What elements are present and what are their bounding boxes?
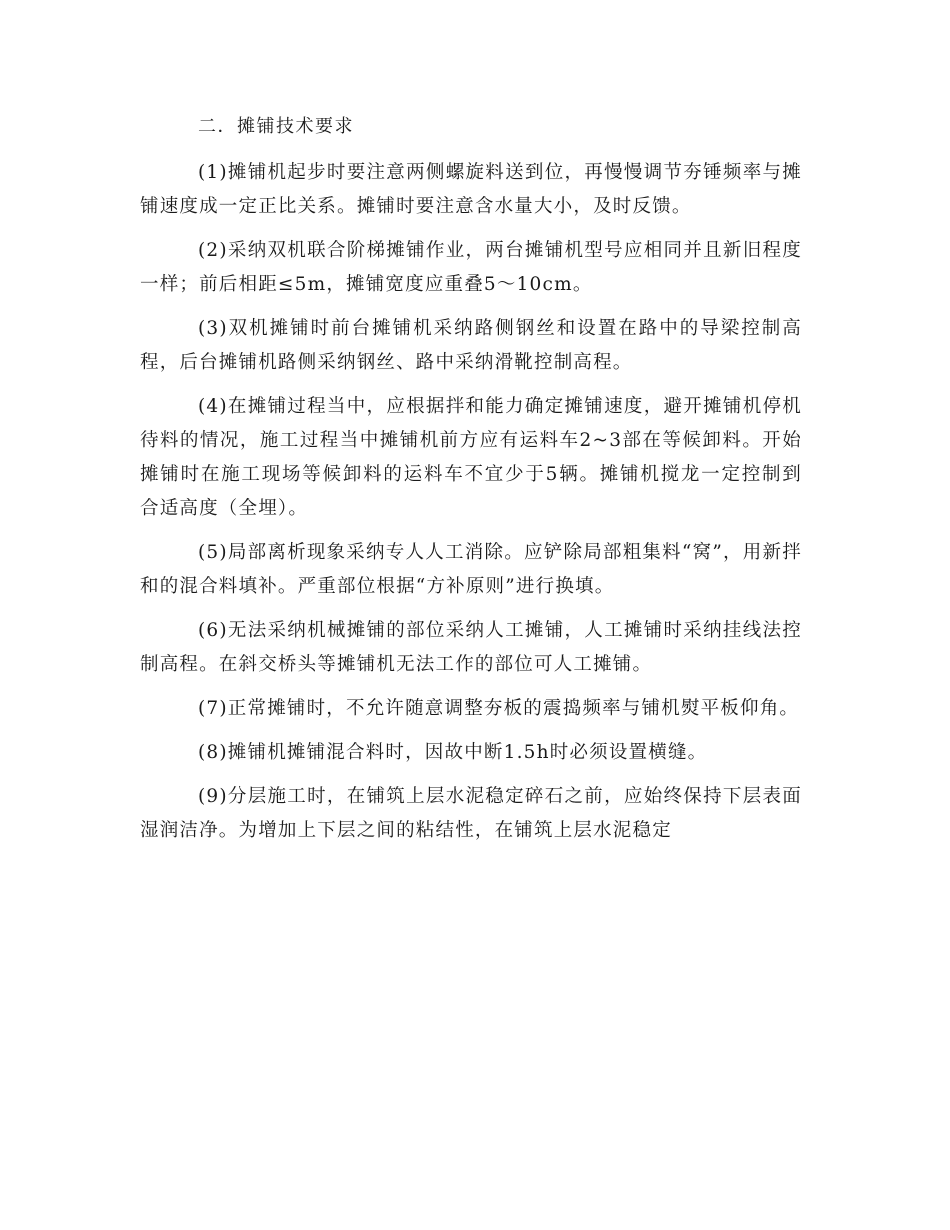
paragraph-3: (3)双机摊铺时前台摊铺机采纳路侧钢丝和设置在路中的导梁控制高程，后台摊铺机路侧采纳钢丝、路中采纳滑靴控制高程。: [140, 318, 802, 373]
paragraph-8: (8)摊铺机摊铺混合料时，因故中断1.5h时必须设置横缝。: [198, 742, 708, 763]
paragraph-6: (6)无法采纳机械摊铺的部位采纳人工摊铺，人工摊铺时采纳挂线法控制高程。在斜交桥头等摊铺机无法工作的部位可人工摊铺。: [140, 620, 802, 675]
paragraph-7: (7)正常摊铺时，不允许随意调整夯板的震捣频率与铺机熨平板仰角。: [198, 698, 800, 719]
document-body: [140, 110, 802, 858]
paragraph-9: (9)分层施工时，在铺筑上层水泥稳定碎石之前，应始终保持下层表面湿润洁净。为增加上下层之间的粘结性，在铺筑上层水泥稳定: [140, 786, 802, 841]
paragraph-1: (1)摊铺机起步时要注意两侧螺旋料送到位，再慢慢调节夯锤频率与摊铺速度成一定正比关系。摊铺时要注意含水量大小，及时反馈。: [140, 162, 802, 217]
section-heading: 二．摊铺技术要求: [198, 116, 354, 137]
paragraph-2: (2)采纳双机联合阶梯摊铺作业，两台摊铺机型号应相同并且新旧程度一样；前后相距≤5m，摊铺宽度应重叠5～10cm。: [140, 240, 802, 295]
paragraph-5: (5)局部离析现象采纳专人人工消除。应铲除局部粗集料“窝”，用新拌和的混合料填补。严重部位根据“方补原则”进行换填。: [140, 542, 802, 597]
paragraph-4: (4)在摊铺过程当中，应根据拌和能力确定摊铺速度，避开摊铺机停机待料的情况，施工过程当中摊铺机前方应有运料车2~3部在等候卸料。开始摊铺时在施工现场等候卸料的运料车不宜少于5辆。摊铺机搅龙一定控制到合适高度（全埋）。: [140, 396, 802, 519]
